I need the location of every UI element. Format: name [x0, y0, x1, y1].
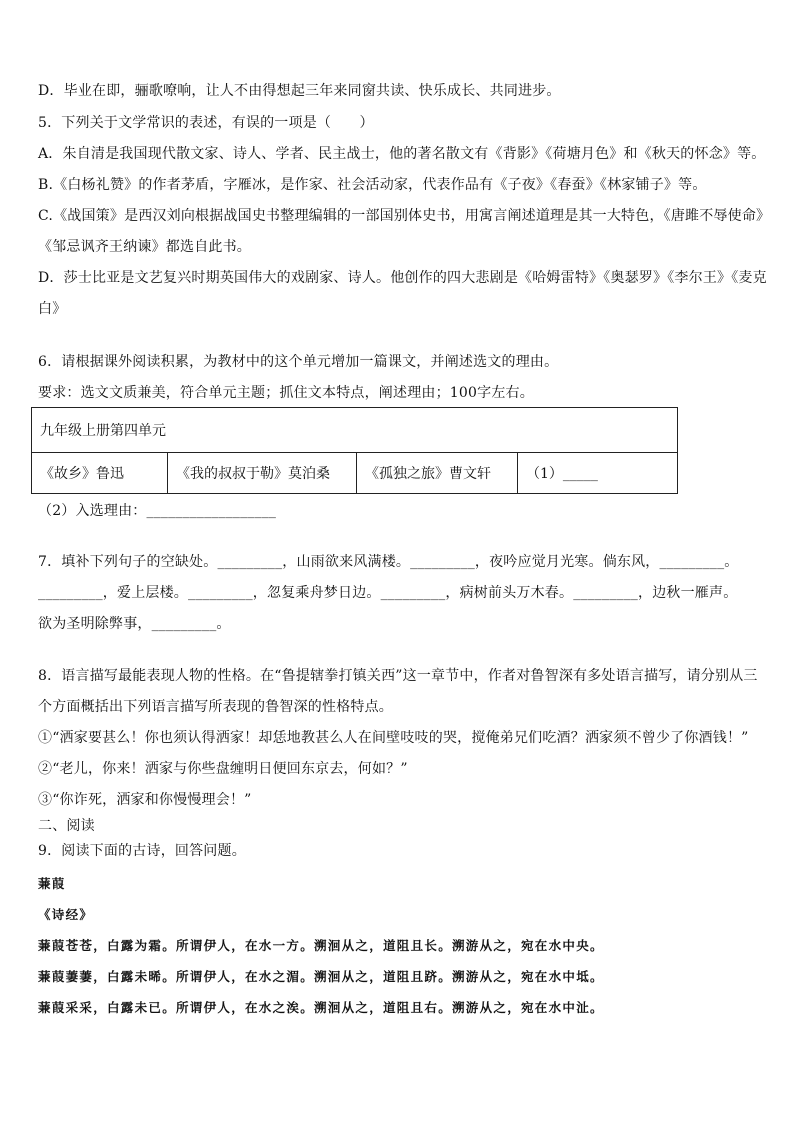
q8-quote-2: ②“老儿，你来！洒家与你些盘缠明日便回东京去，何如？” — [38, 761, 408, 777]
q8-quote-3: ③“你诈死，洒家和你慢慢理会！” — [38, 792, 252, 808]
table-cell-gudu: 《孤独之旅》曹文轩 — [357, 453, 518, 494]
unit-reading-table — [31, 407, 678, 494]
section-reading-heading: 二、阅读 — [38, 818, 95, 834]
poem-title: 蒹葭 — [38, 876, 66, 891]
poem-stanza-3: 蒹葭采采，白露未已。所谓伊人，在水之涘。溯洄从之，道阻且右。溯游从之，宛在水中沚。 — [38, 1000, 604, 1015]
q7-line2: _________，爱上层楼。_________，忽复乘舟梦日边。_________，病树前头万木春。_________，边秋一雁声。 — [38, 585, 738, 601]
q6-stem: 6．请根据课外阅读积累，为教材中的这个单元增加一篇课文，并阐述选文的理由。 — [38, 354, 559, 370]
q5-option-b: B.《白杨礼赞》的作者茅盾，字雁冰，是作家、社会活动家，代表作品有《子夜》《春蚕》《林家铺子》等。 — [38, 177, 707, 193]
q7-line3: 欲为圣明除弊事，_________。 — [38, 616, 231, 632]
table-cell-guxiang: 《故乡》鲁迅 — [32, 453, 168, 494]
q6-reason-line: （2）入选理由：__________________ — [38, 503, 277, 519]
q5-option-d-line2: 白》 — [38, 301, 67, 317]
q8-quote-1: ①“洒家要甚么！你也须认得洒家！却恁地教甚么人在间壁吱吱的哭，搅俺弟兄们吃酒？洒家须不曾少了你酒钱！” — [38, 730, 749, 746]
table-cell-yule: 《我的叔叔于勒》莫泊桑 — [168, 453, 357, 494]
q4-option-d: D．毕业在即，骊歌嘹响，让人不由得想起三年来同窗共读、快乐成长、共同进步。 — [38, 83, 561, 99]
q5-option-c-line2: 《邹忌讽齐王纳谏》都选自此书。 — [38, 239, 251, 255]
q5-option-d-line1: D．莎士比亚是文艺复兴时期英国伟大的戏剧家、诗人。他创作的四大悲剧是《哈姆雷特》《奥瑟罗》《李尔王》《麦克 — [38, 270, 767, 286]
q5-option-c-line1: C.《战国策》是西汉刘向根据战国史书整理编辑的一部国别体史书，用寓言阐述道理是其一大特色，《唐雎不辱使命》 — [38, 208, 771, 224]
q5-stem: 5．下列关于文学常识的表述，有误的一项是（ ） — [38, 115, 374, 131]
q6-requirement: 要求：选文文质兼美，符合单元主题；抓住文本特点，阐述理由；100字左右。 — [38, 385, 534, 401]
q5-option-a: A．朱自清是我国现代散文家、诗人、学者、民主战士，他的著名散文有《背影》《荷塘月色》和《秋天的怀念》等。 — [38, 146, 766, 162]
poem-stanza-2: 蒹葭萋萋，白露未晞。所谓伊人，在水之湄。溯洄从之，道阻且跻。溯游从之，宛在水中坻。 — [38, 969, 604, 984]
poem-source: 《诗经》 — [38, 907, 94, 922]
q7-line1: 7．填补下列句子的空缺处。_________，山雨欲来风满楼。_________，夜吟应觉月光寒。倘东风，_________。 — [38, 554, 739, 570]
q9-stem: 9．阅读下面的古诗，回答问题。 — [38, 843, 246, 859]
table-cell-blank: （1）_____ — [518, 453, 678, 494]
q8-stem-line1: 8．语言描写最能表现人物的性格。在“鲁提辖拳打镇关西”这一章节中，作者对鲁智深有多处语言描写，请分别从三 — [38, 668, 758, 684]
poem-stanza-1: 蒹葭苍苍，白露为霜。所谓伊人，在水一方。溯洄从之，道阻且长。溯游从之，宛在水中央。 — [38, 938, 604, 953]
table-header-cell: 九年级上册第四单元 — [32, 408, 678, 453]
q8-stem-line2: 个方面概括出下列语言描写所表现的鲁智深的性格特点。 — [38, 699, 393, 715]
